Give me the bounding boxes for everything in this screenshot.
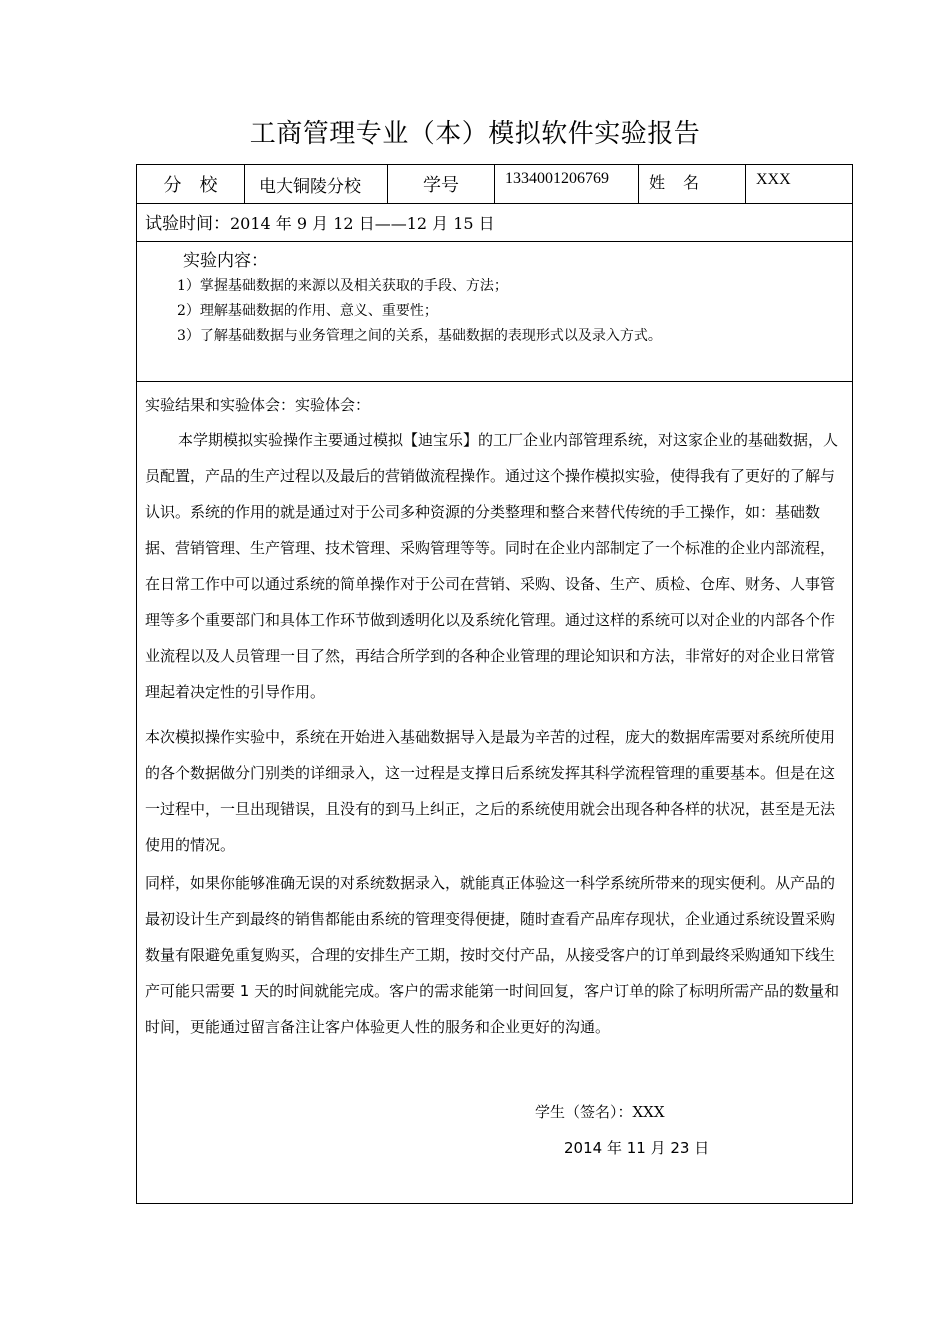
signature-date: 2014 年 11 月 23 日 <box>564 1139 710 1157</box>
branch-label: 分校 <box>137 165 245 203</box>
test-time-value: 2014 年 9 月 12 日——12 月 15 日 <box>230 214 495 233</box>
report-form <box>136 164 853 1204</box>
branch-value: 电大铜陵分校 <box>245 165 388 203</box>
student-signature: 学生（签名）：XXX <box>535 1103 665 1121</box>
content-section <box>137 242 852 382</box>
content-item: 3）了解基础数据与业务管理之间的关系，基础数据的表现形式以及录入方式。 <box>177 328 662 344</box>
name-value: XXX <box>756 171 791 188</box>
report-title: 工商管理专业（本）模拟软件实验报告 <box>249 119 701 149</box>
test-time-label: 试验时间： <box>145 214 230 234</box>
name-label: 姓名 <box>639 165 746 203</box>
student-id-label: 学号 <box>388 165 495 203</box>
content-heading: 实验内容： <box>183 251 268 271</box>
results-paragraph: 本学期模拟实验操作主要通过模拟【迪宝乐】的工厂企业内部管理系统，对这家企业的基础数据，人员配置，产品的生产过程以及最后的营销做流程操作。通过这个操作模拟实验，使得我有了更好的了解与认识。系统的作用的就是通过对于公司多种资源的分类整理和整合来替代传统的手工操作，如：基础数据、营销管理、生产管理、技术管理、采购管理等等。同时在企业内部制定了一个标准的企业内部流程，在日常工作中可以通过系统的简单操作对于公司在营销、采购、设备、生产、质检、仓库、财务、人事管理等多个重要部门和具体工作环节做到透明化以及系统化管理。通过这样的系统可以对企业的内部各个作业流程以及人员管理一目了然，再结合所学到的各种企业管理的理论知识和方法，非常好的对企业日常管理起着决定性的引导作用。 <box>145 431 839 701</box>
results-paragraph: 同样，如果你能够准确无误的对系统数据录入，就能真正体验这一科学系统所带来的现实便利。从产品的最初设计生产到最终的销售都能由系统的管理变得便捷，随时查看产品库存现状，企业通过系统设置采购数量有限避免重复购买，合理的安排生产工期，按时交付产品，从接受客户的订单到最终采购通知下线生产可能只需要 1 天的时间就能完成。客户的需求能第一时间回复，客户订单的除了标明所需产品的数量和时间，更能通过留言备注让客户体验更人性的服务和企业更好的沟通。 <box>145 874 840 1036</box>
content-item: 1）掌握基础数据的来源以及相关获取的手段、方法； <box>177 278 508 294</box>
student-id-value: 1334001206769 <box>495 165 639 203</box>
student-info-row <box>137 165 852 204</box>
results-section <box>137 382 852 1203</box>
test-time-row <box>137 204 852 242</box>
content-item: 2）理解基础数据的作用、意义、重要性； <box>177 303 438 319</box>
results-heading: 实验结果和实验体会：实验体会： <box>145 396 371 414</box>
results-paragraph: 本次模拟操作实验中，系统在开始进入基础数据导入是最为辛苦的过程，庞大的数据库需要对系统所使用的各个数据做分门别类的详细录入，这一过程是支撑日后系统发挥其科学流程管理的重要基本。但是在这一过程中，一旦出现错误，且没有的到马上纠正，之后的系统使用就会出现各种各样的状况，甚至是无法使用的情况。 <box>145 728 836 854</box>
